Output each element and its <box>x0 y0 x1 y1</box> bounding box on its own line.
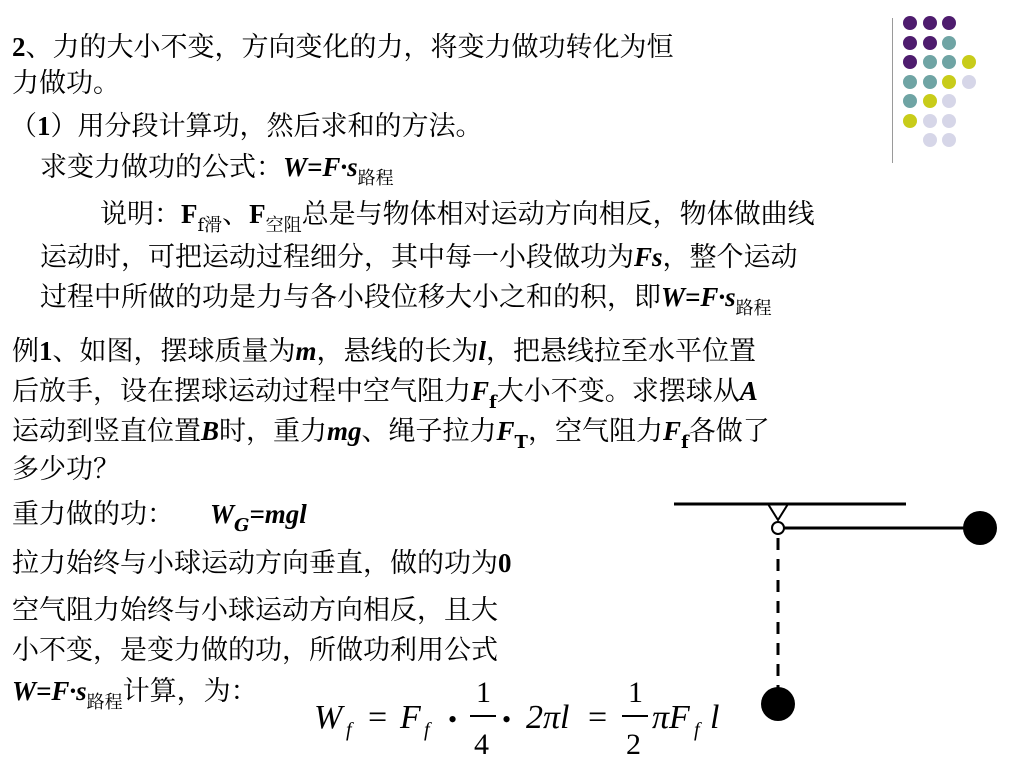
decorative-dot <box>942 55 956 69</box>
tension-work-line <box>12 546 512 581</box>
force-slide-symbol: F <box>181 199 198 229</box>
example-line-2 <box>12 374 758 413</box>
explanation-line-3 <box>40 280 772 319</box>
formula-w: W <box>314 699 343 736</box>
formula-f-subscript: f <box>424 719 430 741</box>
pivot-point <box>772 522 784 534</box>
air-work-line-3 <box>12 674 258 713</box>
formula-den-1: 4 <box>474 728 489 761</box>
formula-intro-formula: W=F·s <box>283 152 358 182</box>
decorative-dot <box>923 133 937 147</box>
heading-number: 2 <box>12 32 26 62</box>
point-b-label: B <box>201 416 220 446</box>
force-slide-subscript: f滑 <box>197 215 223 236</box>
formula-rhs: πF <box>652 699 690 736</box>
method-open-paren: （ <box>10 111 37 142</box>
air-force-symbol: F <box>471 376 490 406</box>
decorative-dot <box>903 75 917 89</box>
example-text-3e: 各做了 <box>688 416 770 447</box>
example-number: 1 <box>39 336 53 366</box>
decorative-dot <box>923 55 937 69</box>
decorative-dot <box>923 16 937 30</box>
decorative-dot <box>923 75 937 89</box>
formula-intro-label: 求变力做功的公式： <box>40 152 283 183</box>
decorative-dot <box>962 55 976 69</box>
air-work-tail: 计算，为： <box>122 676 258 707</box>
gravity-work-line <box>12 497 307 536</box>
decorative-dot <box>923 36 937 50</box>
formula-dot-1: • <box>448 705 458 734</box>
decorative-dot <box>942 36 956 50</box>
formula-rhs-subscript: f <box>694 719 700 741</box>
example-text-1c: ，悬线的长为 <box>316 336 479 367</box>
tension-work-value: 0 <box>498 548 512 578</box>
decorative-dot <box>942 94 956 108</box>
formula-intro-line <box>40 150 394 189</box>
explanation-text-1: 总是与物体相对运动方向相反，物体做曲线 <box>301 199 815 230</box>
formula-mid: 2πl <box>526 699 570 736</box>
pendulum-diagram <box>670 490 1010 740</box>
formula-den-2: 2 <box>626 728 641 761</box>
explanation-formula-subscript: 路程 <box>735 298 772 319</box>
explanation-line-1 <box>100 197 815 236</box>
example-text-3a: 运动到竖直位置 <box>12 416 201 447</box>
example-text-1b: 、如图，摆球质量为 <box>52 336 296 367</box>
explanation-text-2a: 运动时，可把运动过程细分，其中每一小段做功为 <box>40 242 634 273</box>
force-air-symbol: F <box>249 199 266 229</box>
example-text-2a: 后放手，设在摆球运动过程中空气阻力 <box>12 376 471 407</box>
formula-dot-2: • <box>502 705 512 734</box>
example-text-3c: 、绳子拉力 <box>361 416 497 447</box>
ball-position-b <box>761 687 795 721</box>
gravity-work-symbol: W <box>210 499 235 529</box>
method-text: ）用分段计算功，然后求和的方法。 <box>50 111 483 142</box>
decorative-dot <box>903 16 917 30</box>
method-line <box>10 109 483 144</box>
air-work-formula: W=F·s <box>12 676 87 706</box>
air-force-symbol-2: F <box>662 416 681 446</box>
tension-symbol: F <box>496 416 515 446</box>
example-text-2b: 大小不变。求摆球从 <box>496 376 740 407</box>
explanation-line-2 <box>40 240 798 275</box>
decorative-dot <box>903 114 917 128</box>
explanation-formula: W=F·s <box>661 282 736 312</box>
decorative-dot <box>923 94 937 108</box>
force-air-subscript: 空阻 <box>265 215 302 236</box>
formula-w-subscript: f <box>346 719 352 741</box>
formula-area <box>310 676 730 766</box>
decorative-dot <box>942 75 956 89</box>
formula-l: l <box>710 699 720 736</box>
formula-num-1: 1 <box>476 676 491 709</box>
explanation-text-2b: ，整个运动 <box>662 242 798 273</box>
tension-work-text: 拉力始终与小球运动方向垂直，做的功为 <box>12 548 498 579</box>
air-work-formula-subscript: 路程 <box>86 692 123 713</box>
air-work-line-2: 小不变，是变力做的功，所做功利用公式 <box>12 635 498 666</box>
example-line-1 <box>12 334 756 369</box>
formula-intro-subscript: 路程 <box>357 168 394 189</box>
ball-position-a <box>963 511 997 545</box>
mass-symbol: m <box>295 336 317 366</box>
decorative-dot <box>942 133 956 147</box>
length-symbol: l <box>478 336 487 366</box>
air-force-subscript: f <box>489 392 497 413</box>
explanation-label: 说明： <box>100 199 181 230</box>
method-number: 1 <box>37 111 51 141</box>
example-text-1d: ，把悬线拉至水平位置 <box>486 336 757 367</box>
explanation-separator: 、 <box>222 199 250 230</box>
point-a-label: A <box>739 376 758 406</box>
heading-text: 、力的大小不变，方向变化的力，将变力做功转化为恒 <box>25 32 674 63</box>
example-text-3d: ，空气阻力 <box>527 416 663 447</box>
gravity-work-value: =mgl <box>249 499 307 529</box>
formula-equals-2: = <box>588 699 608 736</box>
pivot-mount <box>768 504 788 520</box>
gravity-work-label: 重力做的功： <box>12 499 174 530</box>
explanation-fs: Fs <box>634 242 663 272</box>
tension-subscript: T <box>514 432 528 453</box>
decorative-dot <box>942 16 956 30</box>
decorative-dot <box>903 55 917 69</box>
gravity-work-subscript: G <box>234 515 250 536</box>
example-label: 例 <box>12 336 39 367</box>
decorative-dot <box>923 114 937 128</box>
decorative-dot <box>903 36 917 50</box>
heading-line-2: 力做功。 <box>12 68 120 99</box>
heading-line-1 <box>12 30 674 65</box>
air-force-subscript-2: f <box>680 432 689 453</box>
gravity-symbol: mg <box>327 416 362 446</box>
formula-f: F <box>400 699 421 736</box>
explanation-text-3a: 过程中所做的功是力与各小段位移大小之和的积，即 <box>40 282 661 313</box>
decorative-dot <box>903 94 917 108</box>
example-line-3 <box>12 414 770 453</box>
decorative-dot <box>962 75 976 89</box>
air-work-line-1: 空气阻力始终与小球运动方向相反，且大 <box>12 595 498 626</box>
decorative-divider <box>892 18 893 163</box>
example-text-3b: 时，重力 <box>219 416 328 447</box>
example-line-4: 多少功？ <box>12 454 120 485</box>
formula-equals-1: = <box>368 699 388 736</box>
decorative-dot <box>942 114 956 128</box>
formula-num-2: 1 <box>628 676 643 709</box>
